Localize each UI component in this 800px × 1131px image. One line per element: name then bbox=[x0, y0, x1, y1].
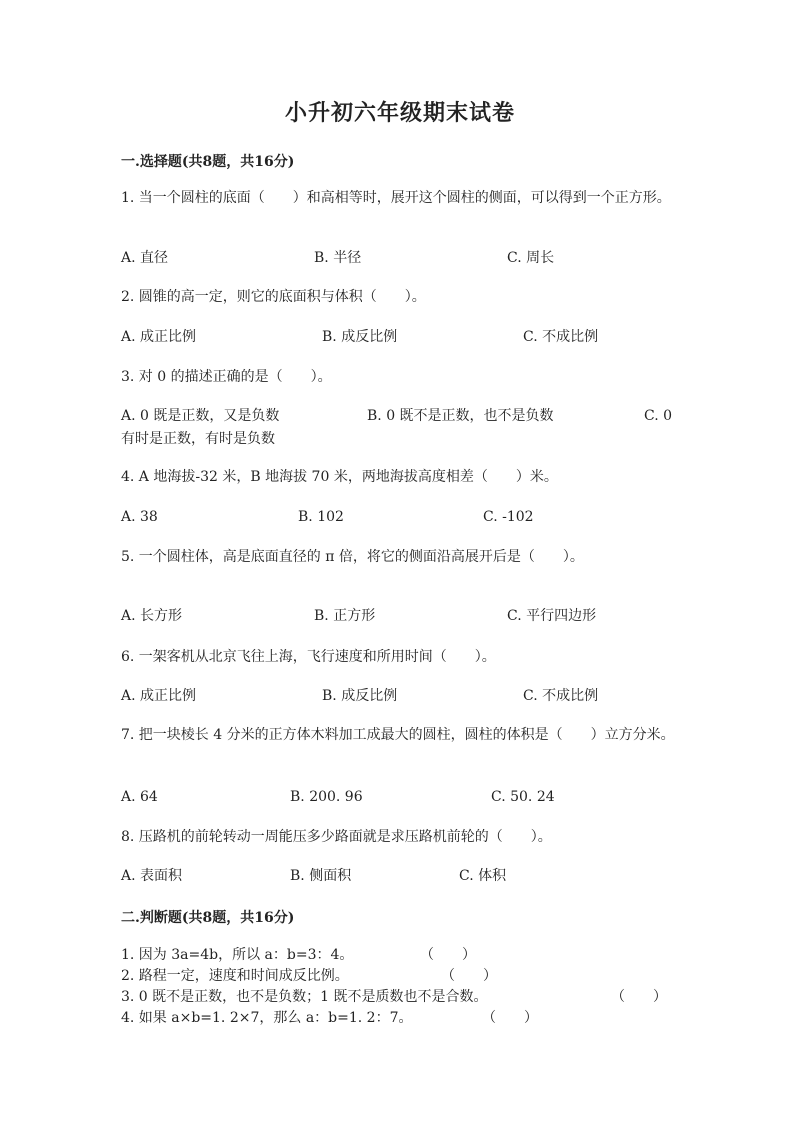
question-7-option-b: B. 200. 96 bbox=[290, 789, 363, 805]
question-3-stem: 3. 对 0 的描述正确的是（ ）。 bbox=[121, 369, 332, 385]
question-1-stem: 1. 当一个圆柱的底面（ ）和高相等时，展开这个圆柱的侧面，可以得到一个正方形。 bbox=[121, 190, 671, 206]
question-6-option-a: A. 成正比例 bbox=[121, 688, 197, 704]
question-7-option-c: C. 50. 24 bbox=[491, 789, 555, 805]
question-5-stem: 5. 一个圆柱体，高是底面直径的 π 倍，将它的侧面沿高展开后是（ ）。 bbox=[121, 549, 584, 565]
question-5-option-b: B. 正方形 bbox=[314, 608, 376, 624]
question-4-stem: 4. A 地海拔-32 米，B 地海拔 70 米，两地海拔高度相差（ ）米。 bbox=[121, 469, 558, 485]
question-4-option-b: B. 102 bbox=[298, 509, 344, 525]
question-3-option-a: A. 0 既是正数，又是负数 bbox=[121, 408, 280, 424]
judgment-item-2: 2. 路程一定，速度和时间成反比例。 bbox=[121, 968, 349, 984]
question-6-option-c: C. 不成比例 bbox=[523, 688, 599, 704]
question-2-option-b: B. 成反比例 bbox=[322, 329, 398, 345]
judgment-item-3-answer-blank: （ ） bbox=[611, 989, 667, 1005]
question-1-option-c: C. 周长 bbox=[507, 250, 555, 266]
question-7-stem: 7. 把一块棱长 4 分米的正方体木料加工成最大的圆柱，圆柱的体积是（ ）立方分米。 bbox=[121, 727, 675, 743]
judgment-item-1: 1. 因为 3a=4b，所以 a：b=3：4。 bbox=[121, 947, 354, 963]
question-8-option-a: A. 表面积 bbox=[121, 868, 183, 884]
question-7-option-a: A. 64 bbox=[121, 789, 158, 805]
question-3-option-b: B. 0 既不是正数，也不是负数 bbox=[367, 408, 554, 424]
question-1-option-b: B. 半径 bbox=[314, 250, 362, 266]
question-5-option-a: A. 长方形 bbox=[121, 608, 183, 624]
question-6-option-b: B. 成反比例 bbox=[322, 688, 398, 704]
page-title: 小升初六年级期末试卷 bbox=[284, 100, 515, 126]
question-3-option-c: C. 0 bbox=[644, 408, 673, 424]
question-4-option-a: A. 38 bbox=[121, 509, 158, 525]
section-heading-choice: 一.选择题(共8题，共16分) bbox=[121, 154, 295, 170]
question-8-option-c: C. 体积 bbox=[459, 868, 507, 884]
question-6-stem: 6. 一架客机从北京飞往上海，飞行速度和所用时间（ ）。 bbox=[121, 649, 496, 665]
judgment-item-3: 3. 0 既不是正数，也不是负数；1 既不是质数也不是合数。 bbox=[121, 989, 488, 1005]
section-heading-judgment: 二.判断题(共8题，共16分) bbox=[121, 910, 295, 926]
judgment-item-1-answer-blank: （ ） bbox=[420, 947, 476, 963]
judgment-item-4: 4. 如果 a×b=1. 2×7，那么 a：b=1. 2：7。 bbox=[121, 1010, 413, 1026]
question-2-stem: 2. 圆锥的高一定，则它的底面积与体积（ ）。 bbox=[121, 289, 426, 305]
judgment-item-4-answer-blank: （ ） bbox=[482, 1010, 538, 1026]
question-2-option-a: A. 成正比例 bbox=[121, 329, 197, 345]
question-1-option-a: A. 直径 bbox=[121, 250, 169, 266]
question-4-option-c: C. -102 bbox=[483, 509, 534, 525]
judgment-item-2-answer-blank: （ ） bbox=[441, 968, 497, 984]
question-5-option-c: C. 平行四边形 bbox=[507, 608, 597, 624]
question-8-option-b: B. 侧面积 bbox=[290, 868, 352, 884]
question-2-option-c: C. 不成比例 bbox=[523, 329, 599, 345]
question-3-option-c-continued: 有时是正数，有时是负数 bbox=[121, 431, 275, 447]
question-8-stem: 8. 压路机的前轮转动一周能压多少路面就是求压路机前轮的（ ）。 bbox=[121, 829, 552, 845]
